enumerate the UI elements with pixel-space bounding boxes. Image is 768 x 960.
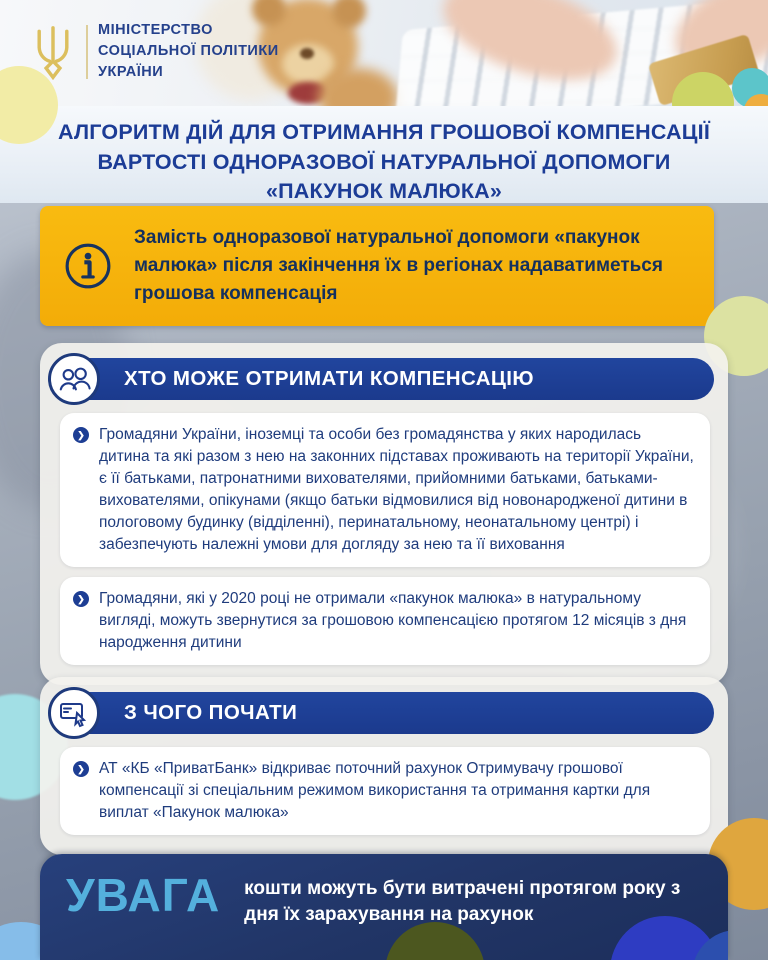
- ministry-name-line: СОЦІАЛЬНОЇ ПОЛІТИКИ: [98, 43, 279, 60]
- card-icon: [48, 687, 100, 739]
- title-band: [0, 106, 768, 203]
- section-header: [44, 687, 714, 739]
- info-icon: [64, 242, 112, 290]
- section-title: З ЧОГО ПОЧАТИ: [124, 701, 298, 724]
- attention-label: УВАГА: [66, 869, 221, 921]
- bullet-item: [60, 577, 710, 665]
- logo-divider: [86, 25, 88, 79]
- ministry-name-line: МІНІСТЕРСТВО: [98, 22, 213, 38]
- section-title-bar: [64, 692, 714, 734]
- trident-icon: [30, 24, 76, 80]
- attention-text: кошти можуть бути витрачені протягом року з дня їх зарахування на рахунок: [244, 878, 681, 925]
- chevron-bullet-icon: [73, 427, 89, 443]
- bullet-item: [60, 413, 710, 567]
- section-where-to-start: [40, 677, 728, 855]
- section-header: [44, 353, 714, 405]
- bullet-text: Громадяни, які у 2020 році не отримали «пакунок малюка» в натуральному вигляді, можуть звернутися за грошовою компенсацією протягом 12 місяців з дня народження дитини: [99, 590, 687, 651]
- section-title-bar: [64, 358, 714, 400]
- ministry-name: [98, 20, 279, 83]
- info-text: Замість одноразової натуральної допомоги «пакунок малюка» після закінчення їх в регіонах надаватиметься грошова компенсація: [134, 226, 663, 305]
- family-icon: [48, 353, 100, 405]
- page-title: АЛГОРИТМ ДІЙ ДЛЯ ОТРИМАННЯ ГРОШОВОЇ КОМПЕНСАЦІЇ ВАРТОСТІ ОДНОРАЗОВОЇ НАТУРАЛЬНОЇ ДОПОМОГИ «ПАКУНОК МАЛЮКА»: [58, 120, 710, 204]
- chevron-bullet-icon: [73, 591, 89, 607]
- section-title: ХТО МОЖЕ ОТРИМАТИ КОМПЕНСАЦІЮ: [124, 367, 534, 390]
- teddy-nose-blob: [300, 48, 314, 59]
- bullet-text: АТ «КБ «ПриватБанк» відкриває поточний рахунок Отримувачу грошової компенсації зі спеціальним режимом використання та отримання картки для виплат «Пакунок малюка»: [99, 760, 651, 821]
- bullet-item: [60, 747, 710, 835]
- ministry-logo: [30, 20, 279, 83]
- header-photo: [0, 0, 768, 106]
- section-who-can-receive: [40, 343, 728, 685]
- info-box: [40, 206, 714, 326]
- attention-content: [40, 854, 728, 927]
- attention-banner: [40, 854, 728, 960]
- bullet-text: Громадяни України, іноземці та особи без громадянства у яких народилась дитина та які разом з нею на законних підставах проживають на території України, є її батьками, патронатними вихователями, прийомними батьками, батьками-вихователями, опікунами (якщо батьки відмовилися від новонародженої дитини в пологовому будинку (відділенні), перинатальному, неонатальному центрі) і забезпечують належні умови для догляду за нею та її виховання: [99, 426, 694, 553]
- attention-circle-olive: [385, 922, 485, 960]
- ministry-name-line: УКРАЇНИ: [98, 64, 164, 81]
- teddy-ear-blob: [332, 0, 366, 28]
- chevron-bullet-icon: [73, 761, 89, 777]
